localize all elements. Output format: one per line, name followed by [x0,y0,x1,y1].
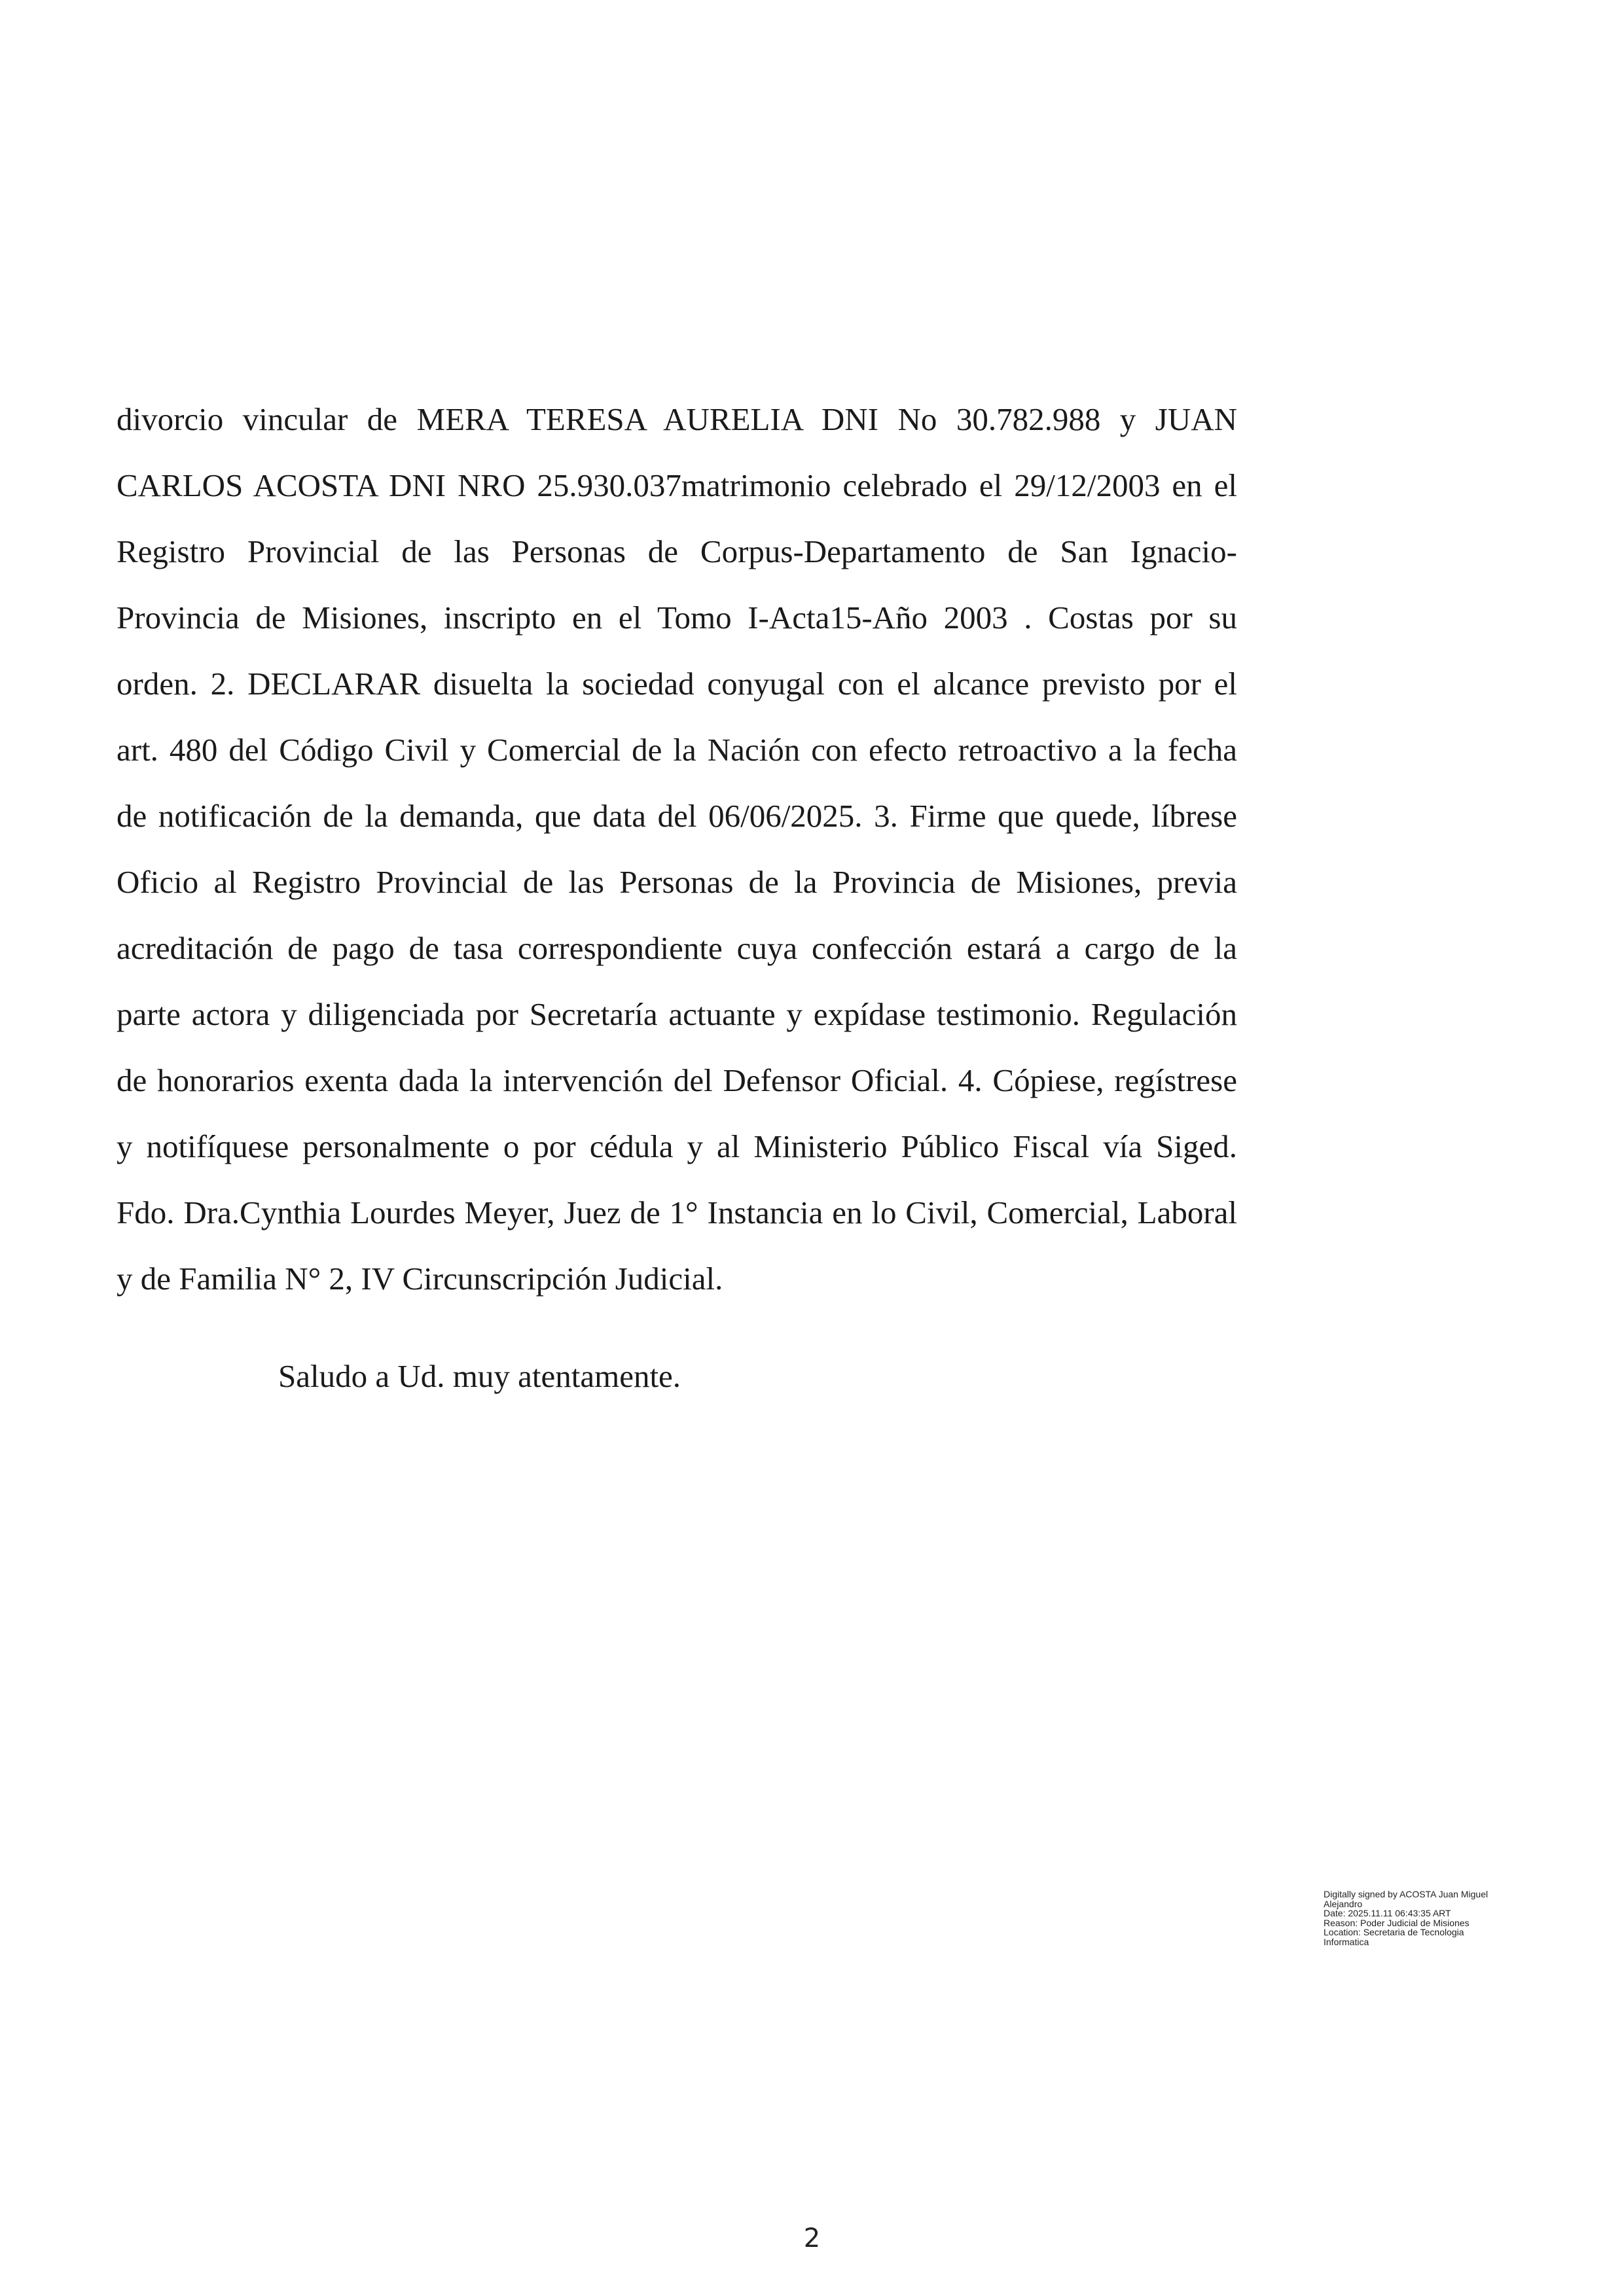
body-line-11: de honorarios exenta dada la intervención del Defensor Oficial. 4. Cópiese, regístrese [117,1062,1237,1098]
body-line-10: parte actora y diligenciada por Secretaría actuante y expídase testimonio. Regulación [117,996,1237,1032]
body-line-3: Registro Provincial de las Personas de Corpus-Departamento de San Ignacio- [117,533,1237,569]
page-number: 2 [803,2223,821,2253]
body-line-8: Oficio al Registro Provincial de las Personas de la Provincia de Misiones, previa [117,864,1237,900]
signature-date: Date: 2025.11.11 06:43:35 ART [1324,1908,1451,1918]
body-line-13: Fdo. Dra.Cynthia Lourdes Meyer, Juez de 1° Instancia en lo Civil, Comercial, Laboral [117,1194,1237,1230]
body-line-7: de notificación de la demanda, que data del 06/06/2025. 3. Firme que quede, líbrese [117,798,1237,834]
body-line-2: CARLOS ACOSTA DNI NRO 25.930.037matrimonio celebrado el 29/12/2003 en el [117,467,1237,503]
body-line-5: orden. 2. DECLARAR disuelta la sociedad conyugal con el alcance previsto por el [117,666,1237,702]
signature-location: Location: Secretaria de Tecnologia [1324,1927,1464,1937]
closing-salutation: Saludo a Ud. muy atentamente. [278,1358,681,1394]
signature-signer-line: Digitally signed by ACOSTA Juan Miguel [1324,1889,1489,1899]
digital-signature-block [1324,1890,1540,1946]
body-line-12: y notifíquese personalmente o por cédula y al Ministerio Público Fiscal vía Siged. [117,1128,1237,1164]
signature-signer-name-cont: Alejandro [1324,1898,1363,1909]
body-line-6: art. 480 del Código Civil y Comercial de la Nación con efecto retroactivo a la fecha [117,732,1237,768]
signature-location-cont: Informatica [1324,1936,1369,1947]
body-line-4: Provincia de Misiones, inscripto en el Tomo I-Acta15-Año 2003 . Costas por su [117,600,1237,636]
body-paragraph [117,386,1237,1312]
body-line-9: acreditación de pago de tasa correspondiente cuya confección estará a cargo de la [117,930,1237,966]
body-line-14: y de Familia N° 2, IV Circunscripción Judicial. [117,1261,723,1297]
signature-reason: Reason: Poder Judicial de Misiones [1324,1917,1470,1928]
body-line-1: divorcio vincular de MERA TERESA AURELIA DNI No 30.782.988 y JUAN [117,401,1237,437]
